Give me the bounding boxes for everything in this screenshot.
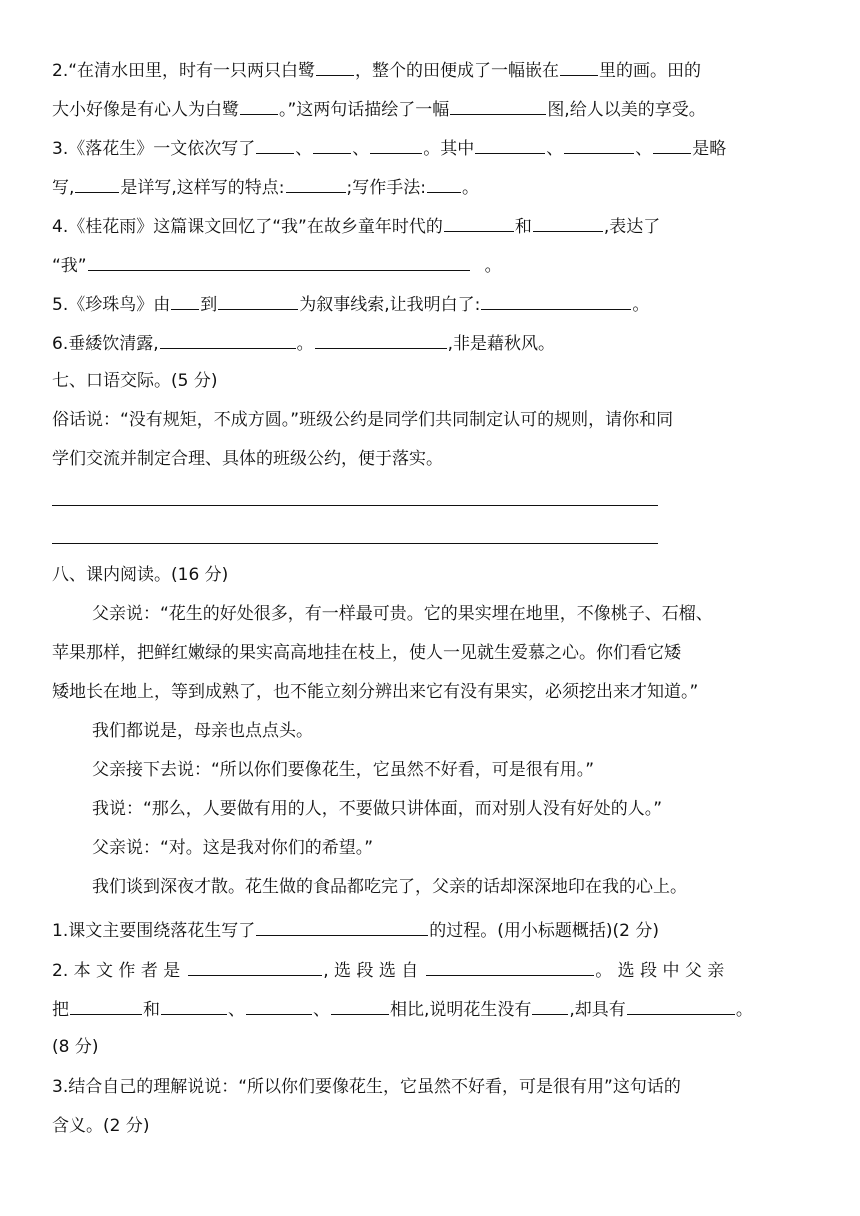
answer-line-1[interactable]: [52, 505, 658, 506]
section-7-prompt-line-1: 俗话说：“没有规矩，不成方圆。”班级公约是同学们共同制定认可的规则，请你和同: [52, 410, 674, 430]
question-8-3-line-1: 3.结合自己的理解说说：“所以你们要像花生，它虽然不好看，可是很有用”这句话的: [52, 1077, 681, 1097]
passage-line-6: 我说：“那么，人要做有用的人，不要做只讲体面，而对别人没有好处的人。”: [92, 799, 663, 819]
fill-blank[interactable]: [316, 58, 354, 76]
passage-line-2: 苹果那样，把鲜红嫩绿的果实高高地挂在枝上，使人一见就生爱慕之心。你们看它矮: [52, 643, 681, 663]
fill-blank[interactable]: [161, 997, 227, 1015]
fill-blank[interactable]: [188, 958, 322, 976]
fill-blank[interactable]: [532, 997, 568, 1015]
fill-blank[interactable]: [444, 214, 514, 232]
passage-line-7: 父亲说：“对。这是我对你们的希望。”: [92, 838, 374, 858]
fill-blank[interactable]: [88, 253, 470, 271]
passage-line-5: 父亲接下去说：“所以你们要像花生，它虽然不好看，可是很有用。”: [92, 760, 595, 780]
fill-blank[interactable]: [171, 292, 199, 310]
fill-blank[interactable]: [653, 136, 691, 154]
passage-line-8: 我们谈到深夜才散。花生做的食品都吃完了，父亲的话却深深地印在我的心上。: [92, 877, 687, 897]
fill-blank[interactable]: [533, 214, 603, 232]
fill-blank[interactable]: [246, 997, 312, 1015]
question-8-1: 1.课文主要围绕落花生写了 的过程。(用小标题概括)(2 分): [52, 918, 812, 940]
fill-blank[interactable]: [240, 97, 278, 115]
fill-blank[interactable]: [481, 292, 631, 310]
fill-blank[interactable]: [286, 175, 346, 193]
fill-blank[interactable]: [218, 292, 298, 310]
fill-blank[interactable]: [315, 331, 447, 349]
answer-line-2[interactable]: [52, 543, 658, 544]
fill-blank[interactable]: [560, 58, 598, 76]
question-6-4-line-2: “我” 。: [52, 253, 812, 275]
section-7-heading: 七、口语交际。(5 分): [52, 371, 218, 391]
fill-blank[interactable]: [426, 958, 594, 976]
section-8-heading: 八、课内阅读。(16 分): [52, 565, 229, 585]
question-6-3-line-1: 3.《落花生》一文依次写了 、 、 。其中 、 、 是略: [52, 136, 812, 158]
fill-blank[interactable]: [564, 136, 634, 154]
fill-blank[interactable]: [75, 175, 119, 193]
question-6-5: 5.《珍珠鸟》由 到 为叙事线索,让我明白了: 。: [52, 292, 812, 314]
question-8-2-line-1: 2. 本 文 作 者 是 , 选 段 选 自 。 选 段 中 父 亲: [52, 958, 812, 980]
fill-blank[interactable]: [627, 997, 735, 1015]
fill-blank[interactable]: [427, 175, 461, 193]
fill-blank[interactable]: [313, 136, 351, 154]
fill-blank[interactable]: [450, 97, 546, 115]
fill-blank[interactable]: [70, 997, 142, 1015]
section-7-prompt-line-2: 学们交流并制定合理、具体的班级公约，便于落实。: [52, 449, 443, 469]
passage-line-1: 父亲说：“花生的好处很多，有一样最可贵。它的果实埋在地里，不像桃子、石榴、: [92, 604, 713, 624]
question-6-2-line-2: 大小好像是有心人为白鹭 。”这两句话描绘了一幅 图,给人以美的享受。: [52, 97, 812, 119]
passage-line-3: 矮地长在地上，等到成熟了，也不能立刻分辨出来它有没有果实，必须挖出来才知道。”: [52, 682, 699, 702]
fill-blank[interactable]: [475, 136, 545, 154]
question-6-3-line-2: 写, 是详写,这样写的特点: ;写作手法: 。: [52, 175, 812, 197]
question-8-3-line-2: 含义。(2 分): [52, 1116, 150, 1136]
passage-line-4: 我们都说是，母亲也点点头。: [92, 721, 313, 741]
question-6-6: 6.垂緌饮清露, 。 ,非是藉秋风。: [52, 331, 812, 353]
question-6-2-line-1: 2.“在清水田里，时有一只两只白鹭 ，整个的田便成了一幅嵌在 里的画。田的: [52, 58, 812, 80]
fill-blank[interactable]: [256, 918, 428, 936]
fill-blank[interactable]: [370, 136, 422, 154]
question-8-2-line-2: 把 和 、 、 相比,说明花生没有 ,却具有 。: [52, 997, 812, 1019]
question-6-4-line-1: 4.《桂花雨》这篇课文回忆了“我”在故乡童年时代的 和 ,表达了: [52, 214, 812, 236]
fill-blank[interactable]: [256, 136, 294, 154]
fill-blank[interactable]: [160, 331, 296, 349]
question-8-2-score: (8 分): [52, 1037, 99, 1057]
fill-blank[interactable]: [331, 997, 389, 1015]
